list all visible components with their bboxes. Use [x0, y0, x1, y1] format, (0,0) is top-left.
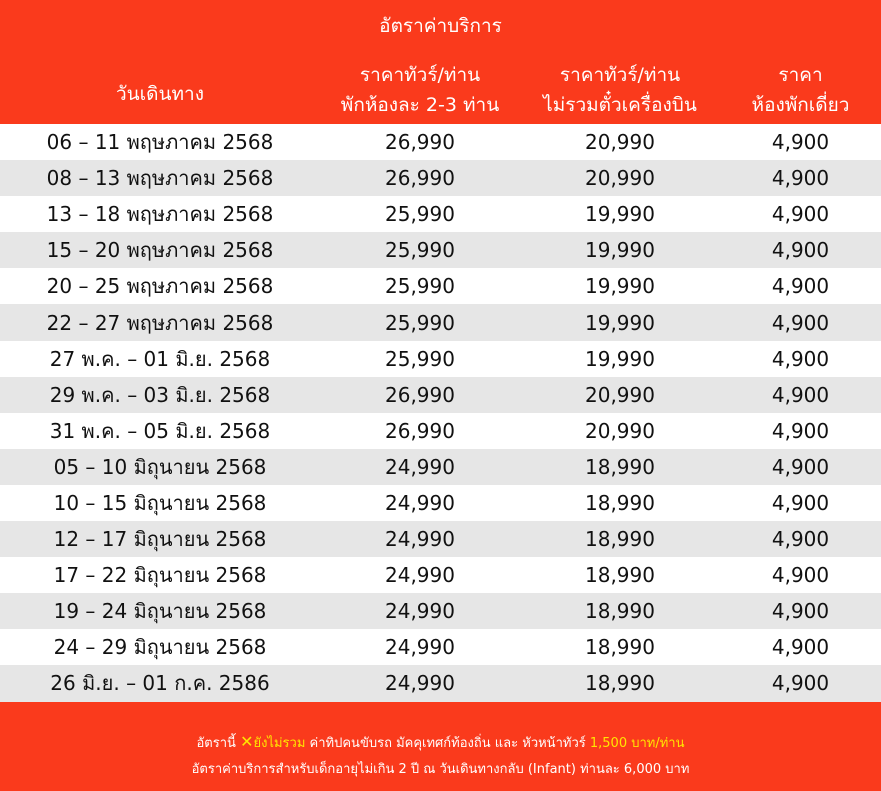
table-row: [0, 341, 881, 377]
footer-excluded-label: ยังไม่รวม: [253, 736, 306, 751]
cell-price-shared: 26,990: [320, 160, 520, 196]
cell-single-room: 4,900: [771, 130, 830, 155]
header-date: [0, 79, 320, 109]
cell-single-room: 4,900: [720, 377, 881, 413]
cell-date: 06 – 11 พฤษภาคม 2568: [46, 130, 274, 155]
cell-price-shared: 26,990: [320, 377, 520, 413]
cell-price-no-flight: 20,990: [520, 160, 720, 196]
cell-date: 22 – 27 พฤษภาคม 2568: [0, 304, 320, 340]
table-row: [0, 665, 881, 701]
cell-price-no-flight: 18,990: [585, 490, 655, 515]
header-price-shared-line1: ราคาทัวร์/ท่าน: [359, 64, 481, 86]
cell-single-room: 4,900: [720, 449, 881, 485]
cell-price-no-flight: 18,990: [585, 563, 655, 588]
cell-date: 05 – 10 มิถุนายน 2568: [0, 449, 320, 485]
price-table: [0, 124, 881, 702]
cell-price-shared: 24,990: [385, 563, 455, 588]
cell-price-no-flight: 20,990: [585, 418, 655, 443]
cell-price-no-flight: 18,990: [520, 521, 720, 557]
cell-price-no-flight: 18,990: [520, 449, 720, 485]
cell-date: 20 – 25 พฤษภาคม 2568: [46, 274, 274, 299]
header-date-label: วันเดินทาง: [116, 83, 204, 105]
cell-single-room: 4,900: [720, 665, 881, 701]
cell-single-room: 4,900: [720, 521, 881, 557]
table-row: [0, 377, 881, 413]
cell-single-room: 4,900: [720, 160, 881, 196]
cell-price-shared: 24,990: [320, 593, 520, 629]
cell-price-shared: 24,990: [320, 521, 520, 557]
footer-note-excluded: [0, 732, 881, 753]
table-row: [0, 268, 881, 304]
cell-price-shared: 24,990: [385, 490, 455, 515]
cell-price-shared: 25,990: [385, 346, 455, 371]
cell-price-shared: 24,990: [320, 449, 520, 485]
header-price-shared: [320, 60, 520, 120]
table-row: [0, 232, 881, 268]
cell-single-room: 4,900: [771, 202, 830, 227]
table-row: [0, 449, 881, 485]
header-price-no-flight: [520, 60, 720, 120]
cell-date: 08 – 13 พฤษภาคม 2568: [0, 160, 320, 196]
table-header: [0, 0, 881, 124]
cell-date: 15 – 20 พฤษภาคม 2568: [0, 232, 320, 268]
cell-single-room: 4,900: [771, 635, 830, 660]
cell-price-shared: 26,990: [385, 130, 455, 155]
cell-date: 19 – 24 มิถุนายน 2568: [0, 593, 320, 629]
cell-price-no-flight: 18,990: [520, 593, 720, 629]
cell-price-shared: 24,990: [385, 635, 455, 660]
header-price-no-flight-line2: ไม่รวมตั๋วเครื่องบิน: [543, 94, 697, 116]
cell-price-shared: 25,990: [385, 274, 455, 299]
cell-price-no-flight: 20,990: [585, 130, 655, 155]
table-footer: [0, 702, 881, 791]
header-price-no-flight-line1: ราคาทัวร์/ท่าน: [559, 64, 681, 86]
cell-price-shared: 25,990: [320, 304, 520, 340]
cell-date: 17 – 22 มิถุนายน 2568: [53, 563, 267, 588]
footer-note-infant: อัตราค่าบริการสำหรับเด็กอายุไม่เกิน 2 ปี ณ วันเดินทางกลับ (Infant) ท่านละ 6,000 บาท: [191, 762, 690, 777]
footer-prefix: อัตรานี้: [196, 736, 236, 751]
cell-price-shared: 24,990: [320, 665, 520, 701]
cell-date: 26 มิ.ย. – 01 ก.ค. 2586: [0, 665, 320, 701]
cell-date: 10 – 15 มิถุนายน 2568: [53, 490, 267, 515]
close-icon: ✕: [240, 732, 254, 751]
cell-single-room: 4,900: [720, 232, 881, 268]
cell-single-room: 4,900: [771, 490, 830, 515]
table-row: [0, 124, 881, 160]
cell-single-room: 4,900: [771, 418, 830, 443]
cell-date: 27 พ.ค. – 01 มิ.ย. 2568: [49, 346, 271, 371]
table-row: [0, 557, 881, 593]
cell-price-no-flight: 19,990: [585, 274, 655, 299]
cell-price-no-flight: 19,990: [520, 304, 720, 340]
table-title: อัตราค่าบริการ: [379, 15, 502, 37]
table-row: [0, 413, 881, 449]
cell-price-shared: 25,990: [385, 202, 455, 227]
cell-price-no-flight: 19,990: [585, 346, 655, 371]
table-row: [0, 160, 881, 196]
cell-date: 24 – 29 มิถุนายน 2568: [53, 635, 267, 660]
table-row: [0, 196, 881, 232]
cell-date: 12 – 17 มิถุนายน 2568: [0, 521, 320, 557]
table-row: [0, 629, 881, 665]
cell-single-room: 4,900: [720, 304, 881, 340]
cell-single-room: 4,900: [771, 274, 830, 299]
header-single-room-line1: ราคา: [778, 64, 823, 86]
cell-single-room: 4,900: [720, 593, 881, 629]
cell-price-shared: 26,990: [385, 418, 455, 443]
header-single-room: [720, 60, 881, 120]
cell-single-room: 4,900: [771, 563, 830, 588]
cell-date: 29 พ.ค. – 03 มิ.ย. 2568: [0, 377, 320, 413]
cell-single-room: 4,900: [771, 346, 830, 371]
table-row: [0, 593, 881, 629]
cell-price-no-flight: 18,990: [520, 665, 720, 701]
cell-price-no-flight: 18,990: [585, 635, 655, 660]
cell-price-no-flight: 19,990: [585, 202, 655, 227]
header-single-room-line2: ห้องพักเดี่ยว: [751, 94, 850, 116]
cell-price-shared: 25,990: [320, 232, 520, 268]
header-price-shared-line2: พักห้องละ 2-3 ท่าน: [340, 94, 500, 116]
table-row: [0, 521, 881, 557]
cell-date: 31 พ.ค. – 05 มิ.ย. 2568: [49, 418, 271, 443]
cell-date: 13 – 18 พฤษภาคม 2568: [46, 202, 274, 227]
footer-tip-amount: 1,500 บาท/ท่าน: [589, 736, 685, 751]
table-row: [0, 485, 881, 521]
cell-price-no-flight: 20,990: [520, 377, 720, 413]
cell-price-no-flight: 19,990: [520, 232, 720, 268]
footer-excluded-text: ค่าทิปคนขับรถ มัคคุเทศก์ท้องถิ่น และ หัวหน้าทัวร์: [309, 736, 586, 751]
table-row: [0, 304, 881, 340]
